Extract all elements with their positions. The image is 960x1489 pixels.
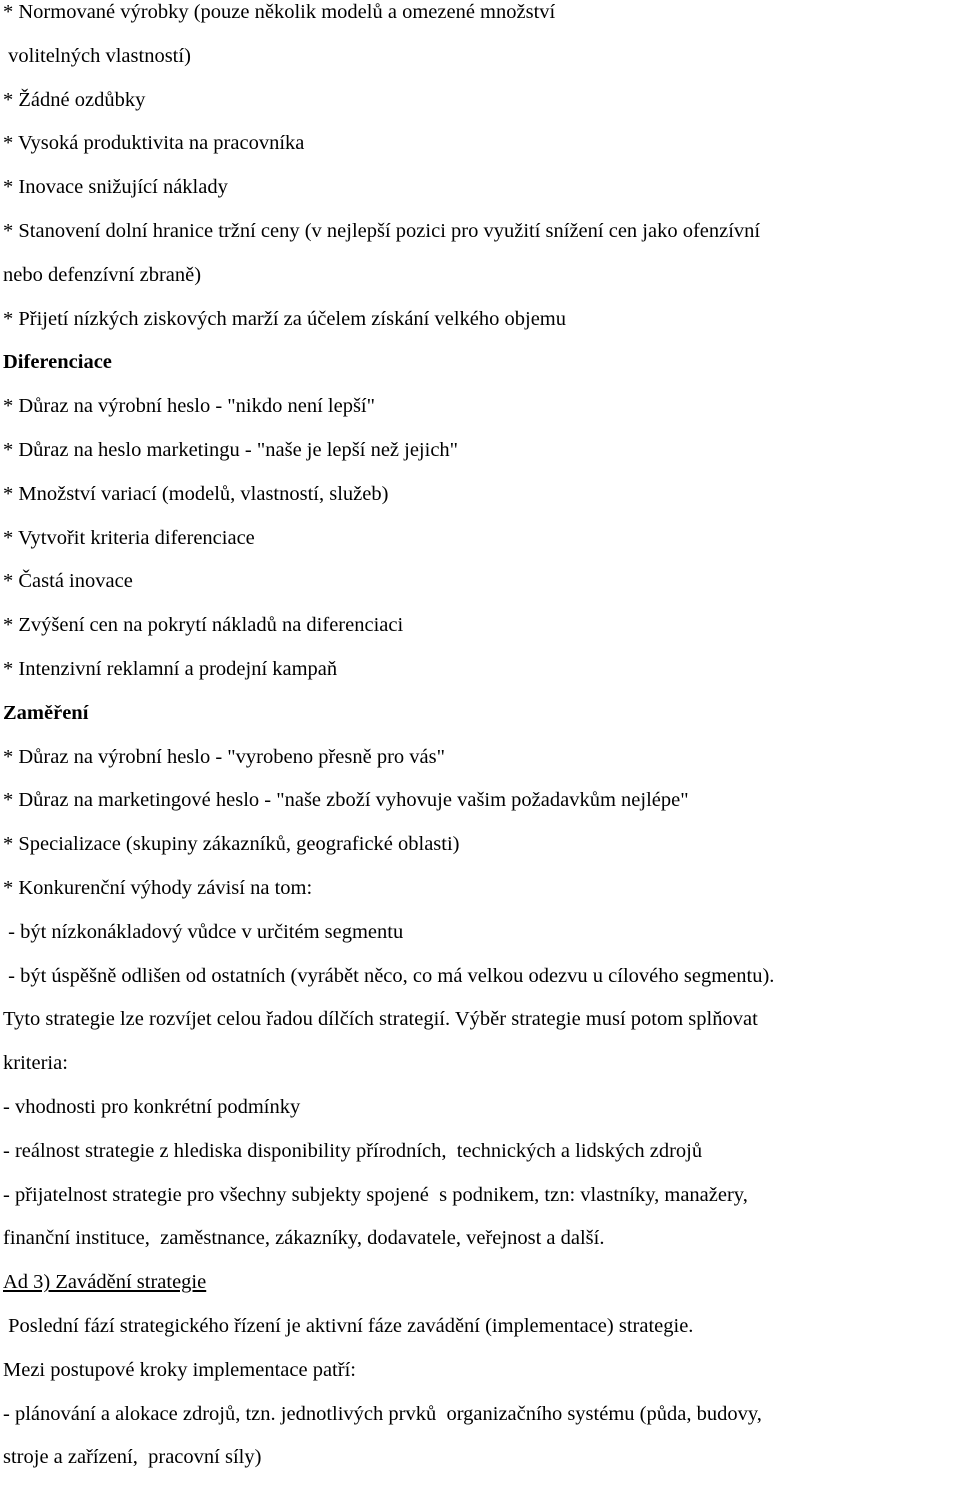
section-heading-diferenciace: Diferenciace	[3, 351, 112, 374]
text-line: - plánování a alokace zdrojů, tzn. jednotlivých prvků organizačního systému (půda, budovy,	[3, 1402, 762, 1425]
document-page	[3, 0, 958, 1489]
text-line: * Množství variací (modelů, vlastností, služeb)	[3, 482, 389, 505]
text-line: * Častá inovace	[3, 570, 133, 593]
text-line: * Specializace (skupiny zákazníků, geografické oblasti)	[3, 833, 460, 856]
text-line: - být nízkonákladový vůdce v určitém segmentu	[3, 920, 404, 943]
text-line: * Důraz na marketingové heslo - "naše zboží vyhovuje vašim požadavkům nejlépe"	[3, 789, 689, 812]
text-line: * Zvýšení cen na pokrytí nákladů na diferenciaci	[3, 614, 404, 637]
text-line: * Normované výrobky (pouze několik modelů a omezené množství	[3, 1, 556, 23]
text-line: * Konkurenční výhody závisí na tom:	[3, 876, 313, 899]
text-line: * Vytvořit kriteria diferenciace	[3, 526, 255, 549]
text-line: Tyto strategie lze rozvíjet celou řadou dílčích strategií. Výběr strategie musí potom splňovat	[3, 1008, 758, 1031]
text-line: * Žádné ozdůbky	[3, 88, 146, 111]
text-line: Poslední fází strategického řízení je aktivní fáze zavádění (implementace) strategie.	[3, 1314, 694, 1337]
text-line: * Přijetí nízkých ziskových marží za účelem získání velkého objemu	[3, 307, 566, 330]
section-heading-zamereni: Zaměření	[3, 701, 89, 724]
text-line: * Důraz na výrobní heslo - "vyrobeno přesně pro vás"	[3, 745, 445, 768]
text-line: * Vysoká produktivita na pracovníka	[3, 132, 305, 155]
text-line: * Důraz na výrobní heslo - "nikdo není lepší"	[3, 395, 375, 418]
text-line: - reálnost strategie z hlediska disponibility přírodních, technických a lidských zdrojů	[3, 1139, 703, 1162]
text-line: * Stanovení dolní hranice tržní ceny (v nejlepší pozici pro využití snížení cen jako ofenzívní	[3, 219, 761, 242]
text-line: - přijatelnost strategie pro všechny subjekty spojené s podnikem, tzn: vlastníky, manažery,	[3, 1183, 748, 1206]
text-line: kriteria:	[3, 1052, 68, 1075]
text-line: Mezi postupové kroky implementace patří:	[3, 1358, 356, 1381]
text-line: * Inovace snižující náklady	[3, 176, 228, 199]
text-line: * Důraz na heslo marketingu - "naše je lepší než jejich"	[3, 438, 459, 461]
text-line: - být úspěšně odlišen od ostatních (vyrábět něco, co má velkou odezvu u cílového segmentu).	[3, 964, 775, 987]
section-heading-zavadeni-strategie: Ad 3) Zavádění strategie	[3, 1271, 207, 1294]
text-line: * Intenzivní reklamní a prodejní kampaň	[3, 657, 338, 680]
text-line: finanční instituce, zaměstnance, zákazníky, dodavatele, veřejnost a další.	[3, 1227, 605, 1250]
text-line: nebo defenzívní zbraně)	[3, 263, 202, 286]
text-line: - vhodnosti pro konkrétní podmínky	[3, 1095, 301, 1118]
text-line: stroje a zařízení, pracovní síly)	[3, 1446, 262, 1469]
text-line: volitelných vlastností)	[3, 44, 191, 67]
